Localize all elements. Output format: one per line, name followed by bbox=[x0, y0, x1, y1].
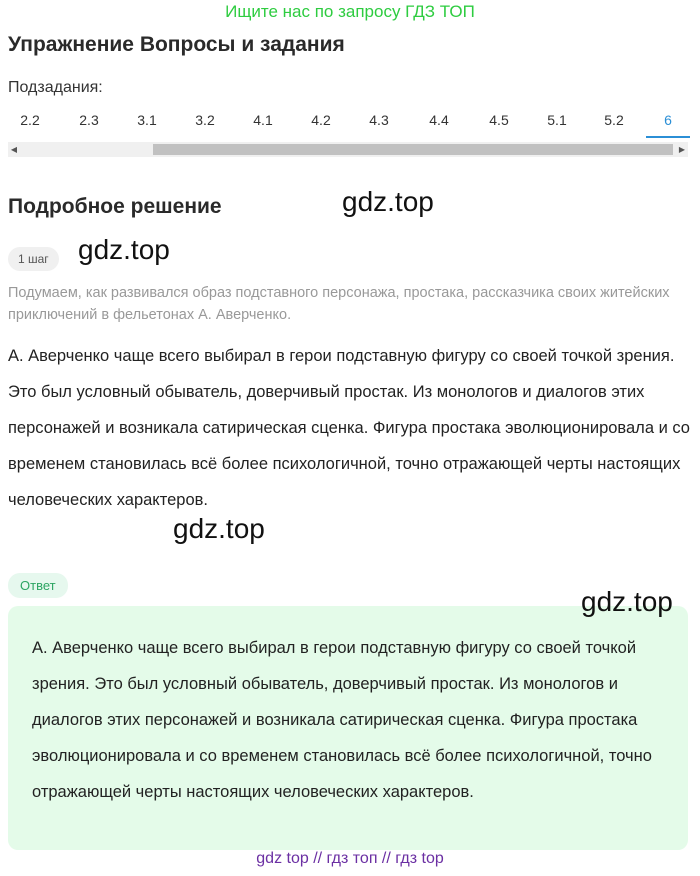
hint-text: Подумаем, как развивался образ подставного персонажа, простака, рассказчика своих житейских приключений в фельетонах А. Аверченко. bbox=[8, 285, 670, 323]
answer-text: А. Аверченко чаще всего выбирал в герои подставную фигуру со своей точкой зрения. Это был условный обыватель, доверчивый простак. Из монологов и диалогов этих персонажей и возникала сатирическая сценка. Фигура простака эволюционировала и со временем становилась всё более психологичной, точно отражающей черты настоящих человеческих характеров. bbox=[32, 639, 652, 801]
solution-text: А. Аверченко чаще всего выбирал в герои подставную фигуру со своей точкой зрения. Это был условный обыватель, доверчивый простак. Из монологов и диалогов этих персонажей и возникала сатирическая сценка. Фигура простака эволюционировала и со временем становилась всё более психологичной, точно отражающей черты настоящих человеческих характеров. bbox=[8, 347, 690, 509]
subtask-tab[interactable]: 5.1 bbox=[547, 112, 567, 128]
scroll-left-arrow-icon[interactable]: ◀ bbox=[10, 145, 18, 154]
subtask-tabs bbox=[0, 106, 690, 140]
subtask-tab[interactable]: 5.2 bbox=[604, 112, 624, 128]
footer-links[interactable]: gdz top // гдз топ // гдз top bbox=[256, 850, 444, 867]
subtask-tab[interactable]: 2.3 bbox=[79, 112, 99, 128]
answer-badge: Ответ bbox=[8, 573, 68, 598]
step-badge: 1 шаг bbox=[8, 247, 59, 271]
subtask-tab[interactable]: 3.2 bbox=[195, 112, 215, 128]
watermark: gdz.top bbox=[173, 513, 265, 544]
horizontal-scrollbar[interactable] bbox=[8, 142, 688, 157]
search-promo-link[interactable]: Ищите нас по запросу ГДЗ ТОП bbox=[225, 2, 475, 21]
subtask-tab[interactable]: 4.1 bbox=[253, 112, 273, 128]
subtasks-label: Подзадания: bbox=[8, 79, 103, 96]
subtask-tab-active[interactable]: 6 bbox=[646, 106, 690, 138]
subtask-tab[interactable]: 4.4 bbox=[429, 112, 449, 128]
scrollbar-thumb[interactable] bbox=[153, 144, 673, 155]
page-title: Упражнение Вопросы и задания bbox=[8, 33, 345, 56]
section-title: Подробное решение bbox=[8, 195, 222, 218]
watermark: gdz.top bbox=[78, 234, 170, 265]
subtask-tab[interactable]: 4.3 bbox=[369, 112, 389, 128]
subtask-tab[interactable]: 3.1 bbox=[137, 112, 157, 128]
scroll-right-arrow-icon[interactable]: ▶ bbox=[678, 145, 686, 154]
subtask-tab[interactable]: 4.5 bbox=[489, 112, 509, 128]
watermark: gdz.top bbox=[581, 586, 673, 617]
watermark: gdz.top bbox=[342, 186, 434, 217]
subtask-tab[interactable]: 2.2 bbox=[20, 112, 40, 128]
subtask-tab[interactable]: 4.2 bbox=[311, 112, 331, 128]
